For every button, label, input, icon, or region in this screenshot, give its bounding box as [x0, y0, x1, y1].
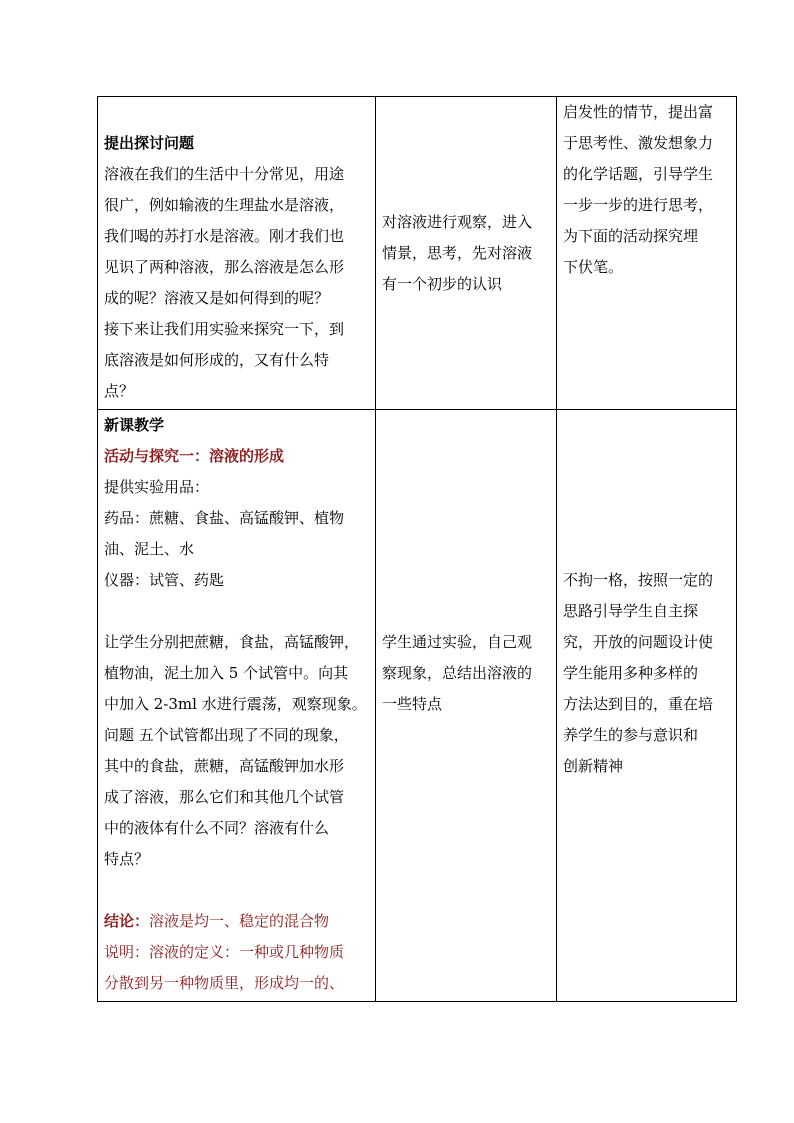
- text-line: 创新精神: [563, 757, 624, 775]
- text-line: 中的液体有什么不同？溶液有什么: [104, 819, 330, 837]
- text-line: 药品：蔗糖、食盐、高锰酸钾、植物: [104, 509, 345, 527]
- conclusion-text: 溶液是均一、稳定的混合物: [149, 912, 330, 930]
- text-line: 为下面的活动探究埋: [563, 227, 699, 245]
- text-line: 养学生的参与意识和: [563, 726, 699, 744]
- text-line: 接下来让我们用实验来探究一下，到: [104, 320, 345, 338]
- conclusion-line: [104, 906, 369, 937]
- text-line: 情景，思考，先对溶液: [382, 243, 533, 262]
- definition-line: 分散到另一种物质里，形成均一的、: [104, 974, 345, 992]
- text-line: 特点？: [104, 850, 150, 868]
- conclusion-label: 结论：: [104, 912, 150, 930]
- text-line: 学生能用多种多样的: [563, 664, 699, 682]
- text-line: 油、泥土、水: [104, 540, 195, 558]
- student-activity-cell: [376, 410, 557, 1002]
- spacer: [104, 596, 369, 627]
- text-line: 见识了两种溶液，那么溶液是怎么形: [104, 258, 345, 276]
- section-heading: 提出探讨问题: [104, 134, 195, 152]
- teacher-activity-cell: [98, 97, 376, 410]
- text-line: 思路引导学生自主探: [563, 602, 699, 620]
- text-line: 点？: [104, 382, 135, 400]
- text-line: 的化学话题，引导学生: [563, 165, 714, 183]
- text-line: 问题 五个试管都出现了不同的现象，: [104, 726, 349, 744]
- text-line: 溶液在我们的生活中十分常见，用途: [104, 165, 345, 183]
- text-line: 方法达到目的，重在培: [563, 695, 714, 713]
- text-line: 仪器：试管、药匙: [104, 571, 225, 589]
- spacer: [104, 875, 369, 906]
- text-line: 成的呢？溶液又是如何得到的呢？: [104, 289, 330, 307]
- section-heading: 新课教学: [104, 416, 165, 434]
- design-intent-cell: [557, 410, 737, 1002]
- text-line: 究，开放的问题设计使: [563, 633, 714, 651]
- definition-line: 说明：溶液的定义：一种或几种物质: [104, 943, 345, 961]
- text-line: 我们喝的苏打水是溶液。刚才我们也: [104, 227, 345, 245]
- text-line: 让学生分别把蔗糖，食盐，高锰酸钾，: [104, 633, 360, 651]
- text-line: 成了溶液，那么它们和其他几个试管: [104, 788, 345, 806]
- text-line: 有一个初步的认识: [382, 274, 503, 293]
- text-line: 学生通过实验，自己观: [382, 633, 533, 651]
- activity-title: 活动与探究一：溶液的形成: [104, 447, 285, 465]
- text-line: 其中的食盐，蔗糖，高锰酸钾加水形: [104, 757, 345, 775]
- text-line: 对溶液进行观察，进入: [382, 212, 533, 231]
- text-line: 一步一步的进行思考，: [563, 196, 714, 214]
- text-line: 底溶液是如何形成的，又有什么特: [104, 351, 330, 369]
- text-line: 很广，例如输液的生理盐水是溶液，: [104, 196, 345, 214]
- text-line: 一些特点: [382, 695, 443, 713]
- student-activity-cell: [376, 97, 557, 410]
- text-line: 于思考性、激发想象力: [563, 134, 714, 152]
- text-line: 下伏笔。: [563, 258, 624, 276]
- table-row: [98, 410, 737, 1002]
- teacher-activity-cell: [98, 410, 376, 1002]
- table-row: [98, 97, 737, 410]
- text-line: 察现象，总结出溶液的: [382, 664, 533, 682]
- text-line: 提供实验用品：: [104, 478, 210, 496]
- text-line: 启发性的情节，提出富: [563, 103, 714, 121]
- lesson-plan-table: [97, 96, 737, 1002]
- text-line: 植物油，泥土加入 5 个试管中。向其: [104, 664, 349, 682]
- text-line: 中加入 2-3ml 水进行震荡，观察现象。: [104, 695, 367, 713]
- design-intent-cell: [557, 97, 737, 410]
- text-line: 不拘一格，按照一定的: [563, 571, 714, 589]
